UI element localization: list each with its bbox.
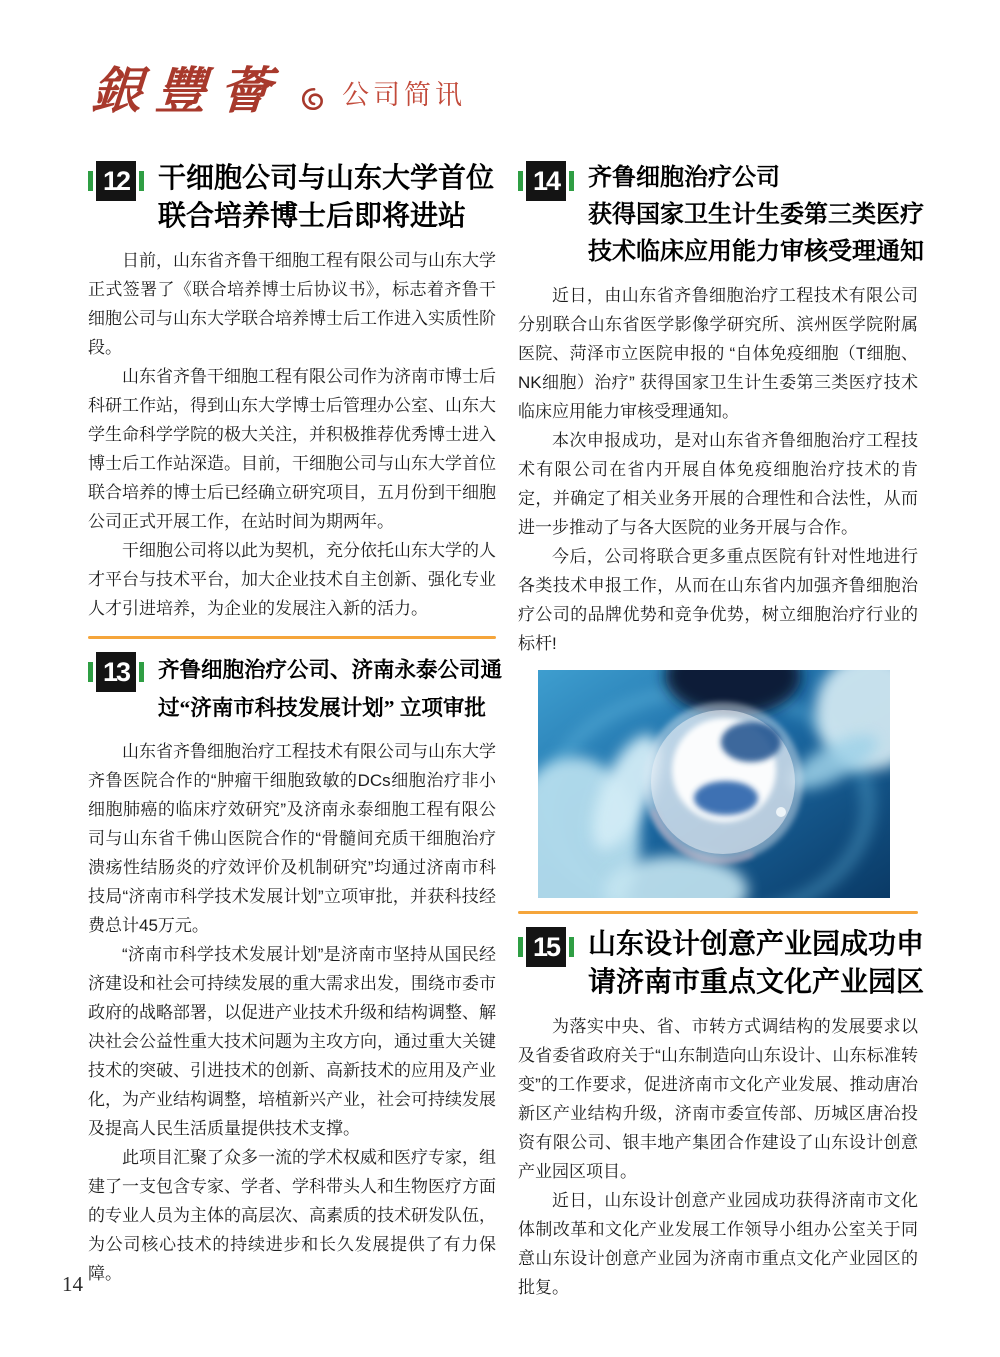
- article-paragraph: 日前，山东省齐鲁干细胞工程有限公司与山东大学正式签署了《联合培养博士后协议书》，标志着齐鲁干细胞公司与山东大学联合培养博士后工作进入实质性阶段。: [88, 251, 496, 357]
- article-body: [518, 1012, 918, 1302]
- badge-bar-right: [139, 662, 144, 682]
- article-15: [518, 926, 925, 1302]
- article-title-line: 齐鲁细胞治疗公司: [588, 165, 780, 191]
- article-paragraph: 山东省齐鲁细胞治疗工程技术有限公司与山东大学齐鲁医院合作的“肿瘤干细胞致敏的DCs细胞治疗非小细胞肺癌的临床疗效研究”及济南永泰细胞工程有限公司与山东省千佛山医院合作的“骨髓间充质干细胞治疗溃疡性结肠炎的疗效评价及机制研究”均通过济南市科技局“济南市科学技术发展计划”立项审批，并获科技经费总计45万元。: [88, 742, 496, 935]
- orange-divider: [518, 911, 918, 914]
- article-14: [518, 160, 925, 1302]
- article-title: [158, 651, 502, 727]
- article-paragraph: 此项目汇聚了众多一流的学术权威和医疗专家，组建了一支包含专家、学者、学科带头人和生物医疗方面的专业人员为主体的高层次、高素质的技术研发队伍，为公司核心技术的持续进步和长久发展提供了有力保障。: [88, 1148, 496, 1283]
- article-number: 15: [526, 927, 566, 967]
- article-title: [588, 160, 924, 271]
- article-paragraph: 为落实中央、省、市转方式调结构的发展要求以及省委省政府关于“山东制造向山东设计、山东标准转变”的工作要求，促进济南市文化产业发展、推动唐冶新区产业结构升级，济南市委宣传部、历城区唐冶投资有限公司、银丰地产集团合作建设了山东设计创意产业园区项目。: [518, 1017, 918, 1181]
- article-number: 14: [526, 161, 566, 201]
- article-header: [518, 926, 925, 1002]
- article-body: [88, 246, 496, 623]
- article-header: [88, 160, 496, 236]
- badge-bar-right: [139, 171, 144, 191]
- article-number: 12: [96, 161, 136, 201]
- article-body: [88, 737, 496, 1288]
- article-paragraph: 山东省齐鲁干细胞工程有限公司作为济南市博士后科研工作站，得到山东大学博士后管理办公室、山东大学生命科学学院的极大关注，并积极推荐优秀博士进入博士后工作站深造。目前，干细胞公司与山东大学首位联合培养的博士后已经确立研究项目，五月份到干细胞公司正式开展工作，在站时间为期两年。: [88, 367, 496, 531]
- article-header: [88, 651, 503, 727]
- right-column: [518, 160, 925, 1302]
- brand-logo: 銀豐薈: [89, 61, 287, 120]
- badge-bar-left: [88, 171, 93, 191]
- article-number-badge: [88, 652, 144, 692]
- article-12: [88, 160, 496, 623]
- orange-divider: [88, 636, 496, 639]
- lab-petri-dish-photo: [538, 670, 890, 898]
- article-title: [158, 160, 494, 236]
- article-number-badge: [518, 927, 574, 967]
- article-title-line: 请济南市重点文化产业园区: [588, 967, 925, 998]
- article-paragraph: 近日，山东设计创意产业园成功获得济南市文化体制改革和文化产业发展工作领导小组办公室关于同意山东设计创意产业园为济南市重点文化产业园区的批复。: [518, 1191, 918, 1297]
- article-title-line: 获得国家卫生计生委第三类医疗: [588, 202, 924, 228]
- article-paragraph: 近日，由山东省齐鲁细胞治疗工程技术有限公司分别联合山东省医学影像学研究所、滨州医学院附属医院、菏泽市立医院申报的 “自体免疫细胞（T细胞、NK细胞）治疗” 获得国家卫生计生委第三类医疗技术临床应用能力审核受理通知。: [518, 286, 918, 421]
- article-paragraph: 干细胞公司将以此为契机，充分依托山东大学的人才平台与技术平台，加大企业技术自主创新、强化专业人才引进培养，为企业的发展注入新的活力。: [88, 541, 496, 618]
- badge-bar-right: [569, 171, 574, 191]
- badge-bar-right: [569, 937, 574, 957]
- article-13: [88, 651, 503, 1288]
- section-label: 公司简讯: [342, 80, 466, 110]
- article-title-line: 干细胞公司与山东大学首位: [158, 163, 495, 194]
- article-title-line: 齐鲁细胞治疗公司、济南永泰公司通: [158, 658, 503, 682]
- article-title-line: 过“济南市科技发展计划” 立项审批: [158, 696, 486, 720]
- article-number: 13: [96, 652, 136, 692]
- left-column: [88, 160, 503, 1288]
- article-paragraph: 本次申报成功，是对山东省齐鲁细胞治疗工程技术有限公司在省内开展自体免疫细胞治疗技术的肯定，并确定了相关业务开展的合理性和合法性，从而进一步推动了与各大医院的业务开展与合作。: [518, 431, 918, 537]
- article-title-line: 联合培养博士后即将进站: [158, 201, 467, 232]
- article-number-badge: [518, 161, 574, 201]
- article-number-badge: [88, 161, 144, 201]
- badge-bar-left: [88, 662, 93, 682]
- article-body: [518, 281, 918, 658]
- article-title-line: 山东设计创意产业园成功申: [588, 929, 925, 960]
- article-title-line: 技术临床应用能力审核受理通知: [588, 239, 924, 265]
- badge-bar-left: [518, 937, 523, 957]
- page-number: 14: [62, 1272, 83, 1296]
- swirl-icon: [300, 86, 326, 112]
- brand-header: [89, 61, 466, 120]
- article-paragraph: “济南市科学技术发展计划”是济南市坚持从国民经济建设和社会可持续发展的重大需求出发，围绕市委市政府的战略部署，以促进产业技术升级和结构调整、解决社会公益性重大技术问题为主攻方向，通过重大关键技术的突破、引进技术的创新、高新技术的应用及产业化，为产业结构调整，培植新兴产业，社会可持续发展及提高人民生活质量提供技术支撑。: [88, 945, 496, 1138]
- article-title: [588, 926, 924, 1002]
- article-header: [518, 160, 924, 271]
- badge-bar-left: [518, 171, 523, 191]
- article-paragraph: 今后，公司将联合更多重点医院有针对性地进行各类技术申报工作，从而在山东省内加强齐鲁细胞治疗公司的品牌优势和竞争优势，树立细胞治疗行业的标杆!: [518, 547, 918, 653]
